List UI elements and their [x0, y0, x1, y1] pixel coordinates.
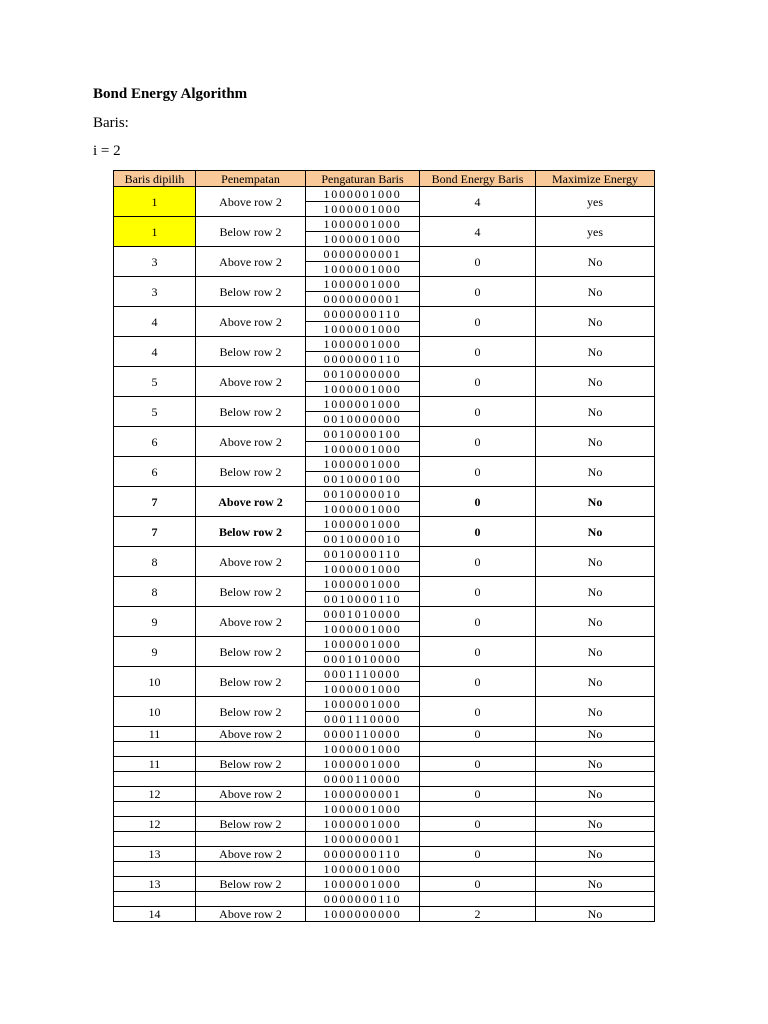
cell-bond-energy: 0 [420, 487, 536, 517]
cell-bond-energy: 0 [420, 577, 536, 607]
cell-bond-energy: 0 [420, 667, 536, 697]
cell-pengaturan-baris-top: 0000000110 [306, 847, 420, 862]
cell-empty [114, 862, 196, 877]
cell-baris-dipilih: 9 [114, 637, 196, 667]
cell-pengaturan-baris-top: 0010000010 [306, 487, 420, 502]
cell-bond-energy: 0 [420, 637, 536, 667]
cell-penempatan: Above row 2 [196, 607, 306, 637]
cell-maximize-energy: No [536, 727, 655, 742]
cell-pengaturan-baris-bottom: 0001110000 [306, 712, 420, 727]
cell-maximize-energy: No [536, 427, 655, 457]
cell-maximize-energy: No [536, 877, 655, 892]
bond-energy-table-container [113, 170, 654, 922]
cell-baris-dipilih: 14 [114, 907, 196, 922]
cell-bond-energy: 0 [420, 307, 536, 337]
cell-empty [196, 832, 306, 847]
table-row-continuation [114, 832, 655, 847]
table-row [114, 487, 655, 502]
cell-pengaturan-baris-bottom: 1000001000 [306, 502, 420, 517]
cell-pengaturan-baris-top: 1000001000 [306, 577, 420, 592]
cell-empty [114, 742, 196, 757]
table-row [114, 697, 655, 712]
cell-pengaturan-baris-top: 1000001000 [306, 697, 420, 712]
cell-penempatan: Below row 2 [196, 757, 306, 772]
cell-bond-energy: 2 [420, 907, 536, 922]
cell-empty [420, 892, 536, 907]
table-row [114, 457, 655, 472]
cell-maximize-energy: No [536, 247, 655, 277]
cell-maximize-energy: yes [536, 217, 655, 247]
cell-bond-energy: 0 [420, 337, 536, 367]
cell-penempatan: Below row 2 [196, 877, 306, 892]
cell-pengaturan-baris-bottom: 1000001000 [306, 322, 420, 337]
cell-maximize-energy: No [536, 307, 655, 337]
cell-bond-energy: 0 [420, 847, 536, 862]
cell-bond-energy: 4 [420, 217, 536, 247]
cell-pengaturan-baris-bottom: 1000001000 [306, 442, 420, 457]
cell-pengaturan-baris-bottom: 1000001000 [306, 382, 420, 397]
table-row [114, 277, 655, 292]
cell-maximize-energy: No [536, 397, 655, 427]
header-bond-energy-baris: Bond Energy Baris [420, 171, 536, 187]
cell-empty [420, 832, 536, 847]
cell-penempatan: Below row 2 [196, 817, 306, 832]
table-row [114, 307, 655, 322]
cell-pengaturan-baris-top: 0001010000 [306, 607, 420, 622]
cell-pengaturan-baris-top: 0000000001 [306, 247, 420, 262]
cell-penempatan: Below row 2 [196, 637, 306, 667]
cell-baris-dipilih: 5 [114, 397, 196, 427]
cell-baris-dipilih: 1 [114, 217, 196, 247]
cell-penempatan: Below row 2 [196, 217, 306, 247]
cell-baris-dipilih: 4 [114, 337, 196, 367]
table-row [114, 727, 655, 742]
cell-pengaturan-baris-top: 1000001000 [306, 337, 420, 352]
cell-pengaturan-baris-bottom: 0010000000 [306, 412, 420, 427]
cell-pengaturan-baris-top: 1000001000 [306, 817, 420, 832]
table-row-continuation [114, 772, 655, 787]
cell-maximize-energy: No [536, 697, 655, 727]
cell-pengaturan-baris-bottom: 0001010000 [306, 652, 420, 667]
cell-penempatan: Above row 2 [196, 487, 306, 517]
cell-penempatan: Below row 2 [196, 337, 306, 367]
cell-pengaturan-baris-top: 0010000100 [306, 427, 420, 442]
header-baris-dipilih: Baris dipilih [114, 171, 196, 187]
cell-bond-energy: 0 [420, 757, 536, 772]
cell-maximize-energy: No [536, 787, 655, 802]
header-maximize-energy: Maximize Energy [536, 171, 655, 187]
table-row-continuation [114, 862, 655, 877]
cell-baris-dipilih: 12 [114, 787, 196, 802]
cell-baris-dipilih: 3 [114, 247, 196, 277]
cell-maximize-energy: No [536, 757, 655, 772]
table-row [114, 247, 655, 262]
table-row [114, 907, 655, 922]
cell-penempatan: Above row 2 [196, 427, 306, 457]
cell-maximize-energy: No [536, 367, 655, 397]
table-row [114, 397, 655, 412]
cell-penempatan: Above row 2 [196, 367, 306, 397]
table-row [114, 427, 655, 442]
cell-empty [196, 802, 306, 817]
cell-pengaturan-baris-bottom: 1000001000 [306, 802, 420, 817]
cell-pengaturan-baris-top: 1000001000 [306, 877, 420, 892]
cell-pengaturan-baris-top: 0001110000 [306, 667, 420, 682]
cell-maximize-energy: No [536, 907, 655, 922]
cell-pengaturan-baris-bottom: 1000001000 [306, 862, 420, 877]
page-title: Bond Energy Algorithm [93, 86, 248, 102]
cell-pengaturan-baris-bottom: 0000110000 [306, 772, 420, 787]
cell-bond-energy: 0 [420, 247, 536, 277]
table-header-row [114, 171, 655, 187]
cell-pengaturan-baris-bottom: 0000000001 [306, 292, 420, 307]
table-row [114, 367, 655, 382]
cell-pengaturan-baris-bottom: 0000000110 [306, 892, 420, 907]
cell-empty [114, 892, 196, 907]
cell-bond-energy: 4 [420, 187, 536, 217]
cell-baris-dipilih: 6 [114, 457, 196, 487]
cell-empty [114, 772, 196, 787]
table-row-continuation [114, 742, 655, 757]
cell-pengaturan-baris-bottom: 0010000110 [306, 592, 420, 607]
cell-pengaturan-baris-top: 1000001000 [306, 457, 420, 472]
table-row [114, 817, 655, 832]
cell-pengaturan-baris-top: 1000000000 [306, 907, 420, 922]
cell-baris-dipilih: 13 [114, 847, 196, 862]
cell-pengaturan-baris-bottom: 0010000100 [306, 472, 420, 487]
table-row [114, 757, 655, 772]
cell-baris-dipilih: 1 [114, 187, 196, 217]
cell-maximize-energy: No [536, 337, 655, 367]
cell-empty [196, 892, 306, 907]
cell-penempatan: Above row 2 [196, 247, 306, 277]
cell-pengaturan-baris-top: 0000000110 [306, 307, 420, 322]
cell-penempatan: Below row 2 [196, 457, 306, 487]
cell-pengaturan-baris-bottom: 1000001000 [306, 262, 420, 277]
table-row [114, 787, 655, 802]
cell-empty [536, 802, 655, 817]
cell-bond-energy: 0 [420, 697, 536, 727]
table-row-continuation [114, 802, 655, 817]
cell-pengaturan-baris-top: 1000001000 [306, 637, 420, 652]
cell-baris-dipilih: 9 [114, 607, 196, 637]
cell-pengaturan-baris-top: 0010000000 [306, 367, 420, 382]
cell-baris-dipilih: 11 [114, 727, 196, 742]
cell-maximize-energy: No [536, 637, 655, 667]
cell-pengaturan-baris-bottom: 1000000001 [306, 832, 420, 847]
cell-baris-dipilih: 12 [114, 817, 196, 832]
baris-label: Baris: [93, 115, 129, 131]
cell-empty [536, 892, 655, 907]
table-row-continuation [114, 892, 655, 907]
cell-penempatan: Above row 2 [196, 907, 306, 922]
cell-pengaturan-baris-bottom: 0010000010 [306, 532, 420, 547]
cell-maximize-energy: No [536, 847, 655, 862]
cell-penempatan: Above row 2 [196, 787, 306, 802]
cell-maximize-energy: No [536, 547, 655, 577]
table-row [114, 877, 655, 892]
cell-penempatan: Above row 2 [196, 307, 306, 337]
cell-empty [420, 802, 536, 817]
cell-bond-energy: 0 [420, 397, 536, 427]
table-row [114, 577, 655, 592]
cell-penempatan: Below row 2 [196, 397, 306, 427]
cell-empty [536, 742, 655, 757]
cell-baris-dipilih: 8 [114, 547, 196, 577]
cell-pengaturan-baris-top: 1000001000 [306, 277, 420, 292]
cell-bond-energy: 0 [420, 607, 536, 637]
table-row [114, 667, 655, 682]
cell-empty [536, 772, 655, 787]
cell-baris-dipilih: 6 [114, 427, 196, 457]
cell-empty [196, 772, 306, 787]
cell-penempatan: Below row 2 [196, 697, 306, 727]
cell-pengaturan-baris-top: 1000000001 [306, 787, 420, 802]
cell-penempatan: Below row 2 [196, 277, 306, 307]
table-row [114, 847, 655, 862]
cell-pengaturan-baris-top: 1000001000 [306, 517, 420, 532]
cell-baris-dipilih: 7 [114, 517, 196, 547]
cell-empty [420, 742, 536, 757]
cell-empty [114, 832, 196, 847]
cell-pengaturan-baris-bottom: 1000001000 [306, 682, 420, 697]
cell-empty [420, 772, 536, 787]
cell-bond-energy: 0 [420, 727, 536, 742]
table-row [114, 637, 655, 652]
cell-penempatan: Above row 2 [196, 187, 306, 217]
cell-penempatan: Below row 2 [196, 517, 306, 547]
cell-pengaturan-baris-top: 1000001000 [306, 397, 420, 412]
cell-bond-energy: 0 [420, 817, 536, 832]
cell-baris-dipilih: 3 [114, 277, 196, 307]
cell-maximize-energy: No [536, 817, 655, 832]
cell-penempatan: Above row 2 [196, 847, 306, 862]
cell-baris-dipilih: 10 [114, 667, 196, 697]
cell-bond-energy: 0 [420, 787, 536, 802]
table-body [114, 187, 655, 922]
cell-maximize-energy: No [536, 277, 655, 307]
cell-pengaturan-baris-bottom: 1000001000 [306, 562, 420, 577]
cell-penempatan: Above row 2 [196, 547, 306, 577]
cell-baris-dipilih: 10 [114, 697, 196, 727]
cell-bond-energy: 0 [420, 517, 536, 547]
table-row [114, 217, 655, 232]
cell-baris-dipilih: 7 [114, 487, 196, 517]
cell-pengaturan-baris-bottom: 1000001000 [306, 202, 420, 217]
cell-pengaturan-baris-top: 1000001000 [306, 757, 420, 772]
cell-maximize-energy: yes [536, 187, 655, 217]
table-row [114, 607, 655, 622]
cell-empty [114, 802, 196, 817]
cell-pengaturan-baris-top: 1000001000 [306, 187, 420, 202]
cell-pengaturan-baris-bottom: 0000000110 [306, 352, 420, 367]
cell-penempatan: Above row 2 [196, 727, 306, 742]
cell-pengaturan-baris-top: 0000110000 [306, 727, 420, 742]
cell-bond-energy: 0 [420, 547, 536, 577]
cell-baris-dipilih: 13 [114, 877, 196, 892]
cell-penempatan: Below row 2 [196, 577, 306, 607]
cell-bond-energy: 0 [420, 457, 536, 487]
table-row [114, 517, 655, 532]
cell-maximize-energy: No [536, 487, 655, 517]
header-penempatan: Penempatan [196, 171, 306, 187]
cell-maximize-energy: No [536, 517, 655, 547]
cell-baris-dipilih: 4 [114, 307, 196, 337]
cell-pengaturan-baris-bottom: 1000001000 [306, 232, 420, 247]
cell-maximize-energy: No [536, 607, 655, 637]
cell-baris-dipilih: 5 [114, 367, 196, 397]
cell-pengaturan-baris-bottom: 1000001000 [306, 622, 420, 637]
cell-empty [420, 862, 536, 877]
cell-baris-dipilih: 8 [114, 577, 196, 607]
i-label: i = 2 [93, 143, 121, 159]
cell-pengaturan-baris-bottom: 1000001000 [306, 742, 420, 757]
table-row [114, 337, 655, 352]
bond-energy-table [113, 170, 655, 922]
table-row [114, 547, 655, 562]
cell-empty [196, 742, 306, 757]
cell-maximize-energy: No [536, 577, 655, 607]
table-row [114, 187, 655, 202]
cell-bond-energy: 0 [420, 427, 536, 457]
cell-bond-energy: 0 [420, 277, 536, 307]
cell-maximize-energy: No [536, 457, 655, 487]
cell-pengaturan-baris-top: 0010000110 [306, 547, 420, 562]
header-pengaturan-baris: Pengaturan Baris [306, 171, 420, 187]
cell-maximize-energy: No [536, 667, 655, 697]
cell-empty [196, 862, 306, 877]
cell-pengaturan-baris-top: 1000001000 [306, 217, 420, 232]
cell-empty [536, 862, 655, 877]
cell-empty [536, 832, 655, 847]
cell-bond-energy: 0 [420, 877, 536, 892]
cell-bond-energy: 0 [420, 367, 536, 397]
cell-baris-dipilih: 11 [114, 757, 196, 772]
cell-penempatan: Below row 2 [196, 667, 306, 697]
